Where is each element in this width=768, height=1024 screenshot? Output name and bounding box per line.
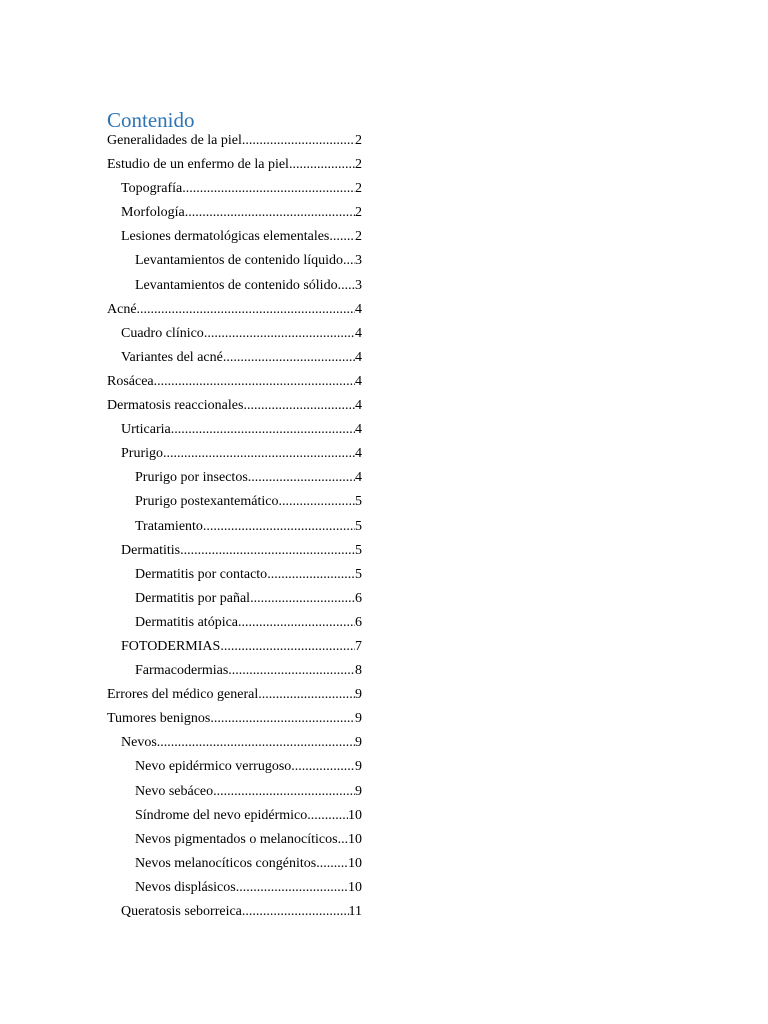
- toc-entry[interactable]: [107, 808, 362, 832]
- dot-leader: [316, 856, 348, 871]
- toc-entry-label[interactable]: Urticaria: [121, 422, 171, 438]
- toc-entry[interactable]: [107, 880, 362, 904]
- toc-entry-page-number[interactable]: 5: [355, 494, 362, 510]
- dot-leader: [185, 205, 355, 220]
- toc-entry[interactable]: [107, 157, 362, 181]
- dot-leader: [210, 711, 355, 726]
- dot-leader: [228, 663, 355, 678]
- dot-leader: [180, 543, 355, 558]
- toc-entry-page-number[interactable]: 4: [355, 398, 362, 414]
- toc-entry-label[interactable]: Levantamientos de contenido líquido: [135, 253, 344, 269]
- toc-entry-page-number[interactable]: 4: [355, 325, 362, 341]
- toc-entry[interactable]: [107, 302, 362, 326]
- dot-leader: [248, 470, 355, 485]
- dot-leader: [220, 639, 355, 654]
- toc-entry-page-number[interactable]: 9: [355, 783, 362, 799]
- toc-entry-page-number[interactable]: 3: [355, 277, 362, 293]
- toc-entry[interactable]: [107, 591, 362, 615]
- toc-entry-page-number[interactable]: 2: [355, 181, 362, 197]
- toc-entry-page-number[interactable]: 3: [355, 253, 362, 269]
- dot-leader: [258, 687, 355, 702]
- toc-entry-page-number[interactable]: 2: [355, 229, 362, 245]
- dot-leader: [238, 615, 355, 630]
- dot-leader: [203, 519, 355, 534]
- toc-entry-label[interactable]: Levantamientos de contenido sólido: [135, 277, 338, 293]
- dot-leader: [137, 302, 355, 317]
- toc-entry-label[interactable]: Prurigo: [121, 446, 163, 462]
- dot-leader: [223, 350, 355, 365]
- toc-entry[interactable]: [107, 687, 362, 711]
- toc-entry[interactable]: [107, 205, 362, 229]
- toc-entry[interactable]: [107, 832, 362, 856]
- toc-entry-label[interactable]: Topografía: [121, 181, 183, 197]
- toc-entry-page-number[interactable]: 11: [348, 904, 362, 919]
- toc-entry-label[interactable]: Dermatitis por pañal: [135, 590, 251, 606]
- toc-entry-page-number[interactable]: 10: [348, 855, 362, 871]
- dot-leader: [307, 808, 348, 823]
- toc-entry-page-number[interactable]: 4: [355, 373, 362, 389]
- toc-entry-page-number[interactable]: 5: [355, 566, 362, 582]
- toc-entry-label[interactable]: Variantes del acné: [121, 349, 223, 365]
- toc-entry-label[interactable]: Prurigo postexantemático: [135, 494, 279, 510]
- toc-entry-label[interactable]: Lesiones dermatológicas elementales: [121, 229, 330, 245]
- toc-entry-label[interactable]: Tumores benignos: [107, 711, 211, 727]
- dot-leader: [242, 904, 349, 919]
- dot-leader: [154, 374, 355, 389]
- dot-leader: [236, 880, 348, 895]
- toc-entry[interactable]: [107, 398, 362, 422]
- toc-entry-page-number[interactable]: 2: [355, 157, 362, 173]
- dot-leader: [204, 326, 355, 341]
- toc-entry[interactable]: [107, 133, 362, 157]
- toc-entry[interactable]: [107, 446, 362, 470]
- toc-entry-page-number[interactable]: 9: [355, 687, 362, 703]
- toc-entry[interactable]: [107, 494, 362, 518]
- toc-entry[interactable]: [107, 735, 362, 759]
- dot-leader: [278, 494, 355, 509]
- toc-entry-label[interactable]: Nevos melanocíticos congénitos: [135, 855, 317, 871]
- toc-entry-page-number[interactable]: 7: [355, 638, 362, 654]
- dot-leader: [250, 591, 355, 606]
- toc-entry[interactable]: [107, 784, 362, 808]
- dot-leader: [267, 567, 355, 582]
- toc-entry-label[interactable]: Nevo sebáceo: [135, 783, 214, 799]
- toc-entry-page-number[interactable]: 8: [355, 663, 362, 679]
- toc-entry-label[interactable]: Generalidades de la piel: [107, 133, 242, 148]
- toc-entry-label[interactable]: Errores del médico general: [107, 687, 259, 703]
- toc-entry-label[interactable]: Nevo epidérmico verrugoso: [135, 759, 292, 775]
- toc-entry-label[interactable]: Queratosis seborreica: [121, 904, 242, 919]
- toc-entry[interactable]: [107, 615, 362, 639]
- toc-entry-page-number[interactable]: 9: [355, 759, 362, 775]
- dot-leader: [338, 278, 355, 293]
- toc-entry[interactable]: [107, 253, 362, 277]
- dot-leader: [163, 446, 355, 461]
- dot-leader: [329, 229, 355, 244]
- dot-leader: [289, 157, 355, 172]
- toc-title: Contenido: [107, 108, 195, 132]
- toc-entry-page-number[interactable]: 4: [355, 422, 362, 438]
- toc-entry-page-number[interactable]: 9: [355, 711, 362, 727]
- toc-entry[interactable]: [107, 470, 362, 494]
- toc-entry-label[interactable]: Dermatitis atópica: [135, 614, 239, 630]
- table-of-contents: [107, 108, 362, 928]
- toc-entry-page-number[interactable]: 2: [355, 133, 362, 148]
- toc-entry[interactable]: [107, 711, 362, 735]
- toc-entry-page-number[interactable]: 2: [355, 205, 362, 221]
- toc-entry-label[interactable]: Nevos: [121, 735, 157, 751]
- toc-entry[interactable]: [107, 519, 362, 543]
- dot-leader: [213, 784, 355, 799]
- toc-entry-label[interactable]: Prurigo por insectos: [135, 470, 248, 486]
- toc-entry-page-number[interactable]: 5: [355, 542, 362, 558]
- toc-entry-label[interactable]: Nevos pigmentados o melanocíticos: [135, 831, 338, 847]
- toc-entry[interactable]: [107, 326, 362, 350]
- toc-entry[interactable]: [107, 278, 362, 302]
- toc-entry-label[interactable]: Morfología: [121, 205, 185, 221]
- toc-entry-page-number[interactable]: 4: [355, 349, 362, 365]
- toc-entry[interactable]: [107, 856, 362, 880]
- toc-entry[interactable]: [107, 904, 362, 928]
- dot-leader: [291, 759, 355, 774]
- toc-entry-page-number[interactable]: 10: [348, 831, 362, 847]
- toc-entry-label[interactable]: Estudio de un enfermo de la piel: [107, 157, 289, 173]
- toc-entry[interactable]: [107, 229, 362, 253]
- dot-leader: [242, 133, 355, 148]
- toc-entry[interactable]: [107, 543, 362, 567]
- toc-entry-label[interactable]: Síndrome del nevo epidérmico: [135, 807, 308, 823]
- toc-entry-page-number[interactable]: 10: [348, 879, 362, 895]
- toc-entry-page-number[interactable]: 4: [355, 446, 362, 462]
- toc-entry[interactable]: [107, 639, 362, 663]
- toc-entry-page-number[interactable]: 10: [348, 807, 362, 823]
- toc-entry-page-number[interactable]: 4: [355, 470, 362, 486]
- toc-entry[interactable]: [107, 422, 362, 446]
- dot-leader: [338, 832, 348, 847]
- toc-entry-label[interactable]: Dermatitis por contacto: [135, 566, 268, 582]
- toc-list: [107, 133, 362, 928]
- dot-leader: [243, 398, 355, 413]
- dot-leader: [157, 735, 355, 750]
- toc-entry-label[interactable]: Tratamiento: [135, 518, 203, 534]
- toc-entry-label[interactable]: Dermatitis: [121, 542, 181, 558]
- dot-leader: [171, 422, 355, 437]
- toc-entry-page-number[interactable]: 9: [355, 735, 362, 751]
- toc-entry-label[interactable]: Acné: [107, 301, 137, 317]
- toc-entry-page-number[interactable]: 6: [355, 590, 362, 606]
- dot-leader: [343, 253, 355, 268]
- toc-entry-page-number[interactable]: 5: [355, 518, 362, 534]
- toc-entry-label[interactable]: Dermatosis reaccionales: [107, 398, 244, 414]
- toc-entry[interactable]: [107, 374, 362, 398]
- toc-entry[interactable]: [107, 759, 362, 783]
- toc-entry-page-number[interactable]: 4: [355, 301, 362, 317]
- toc-entry-page-number[interactable]: 6: [355, 614, 362, 630]
- toc-entry-label[interactable]: Farmacodermias: [135, 663, 229, 679]
- toc-entry-label[interactable]: Rosácea: [107, 373, 154, 389]
- toc-entry[interactable]: [107, 663, 362, 687]
- toc-entry-label[interactable]: Cuadro clínico: [121, 325, 204, 341]
- toc-entry-label[interactable]: FOTODERMIAS: [121, 638, 221, 654]
- toc-entry[interactable]: [107, 350, 362, 374]
- dot-leader: [182, 181, 355, 196]
- toc-entry[interactable]: [107, 567, 362, 591]
- toc-entry-label[interactable]: Nevos displásicos: [135, 879, 236, 895]
- toc-entry[interactable]: [107, 181, 362, 205]
